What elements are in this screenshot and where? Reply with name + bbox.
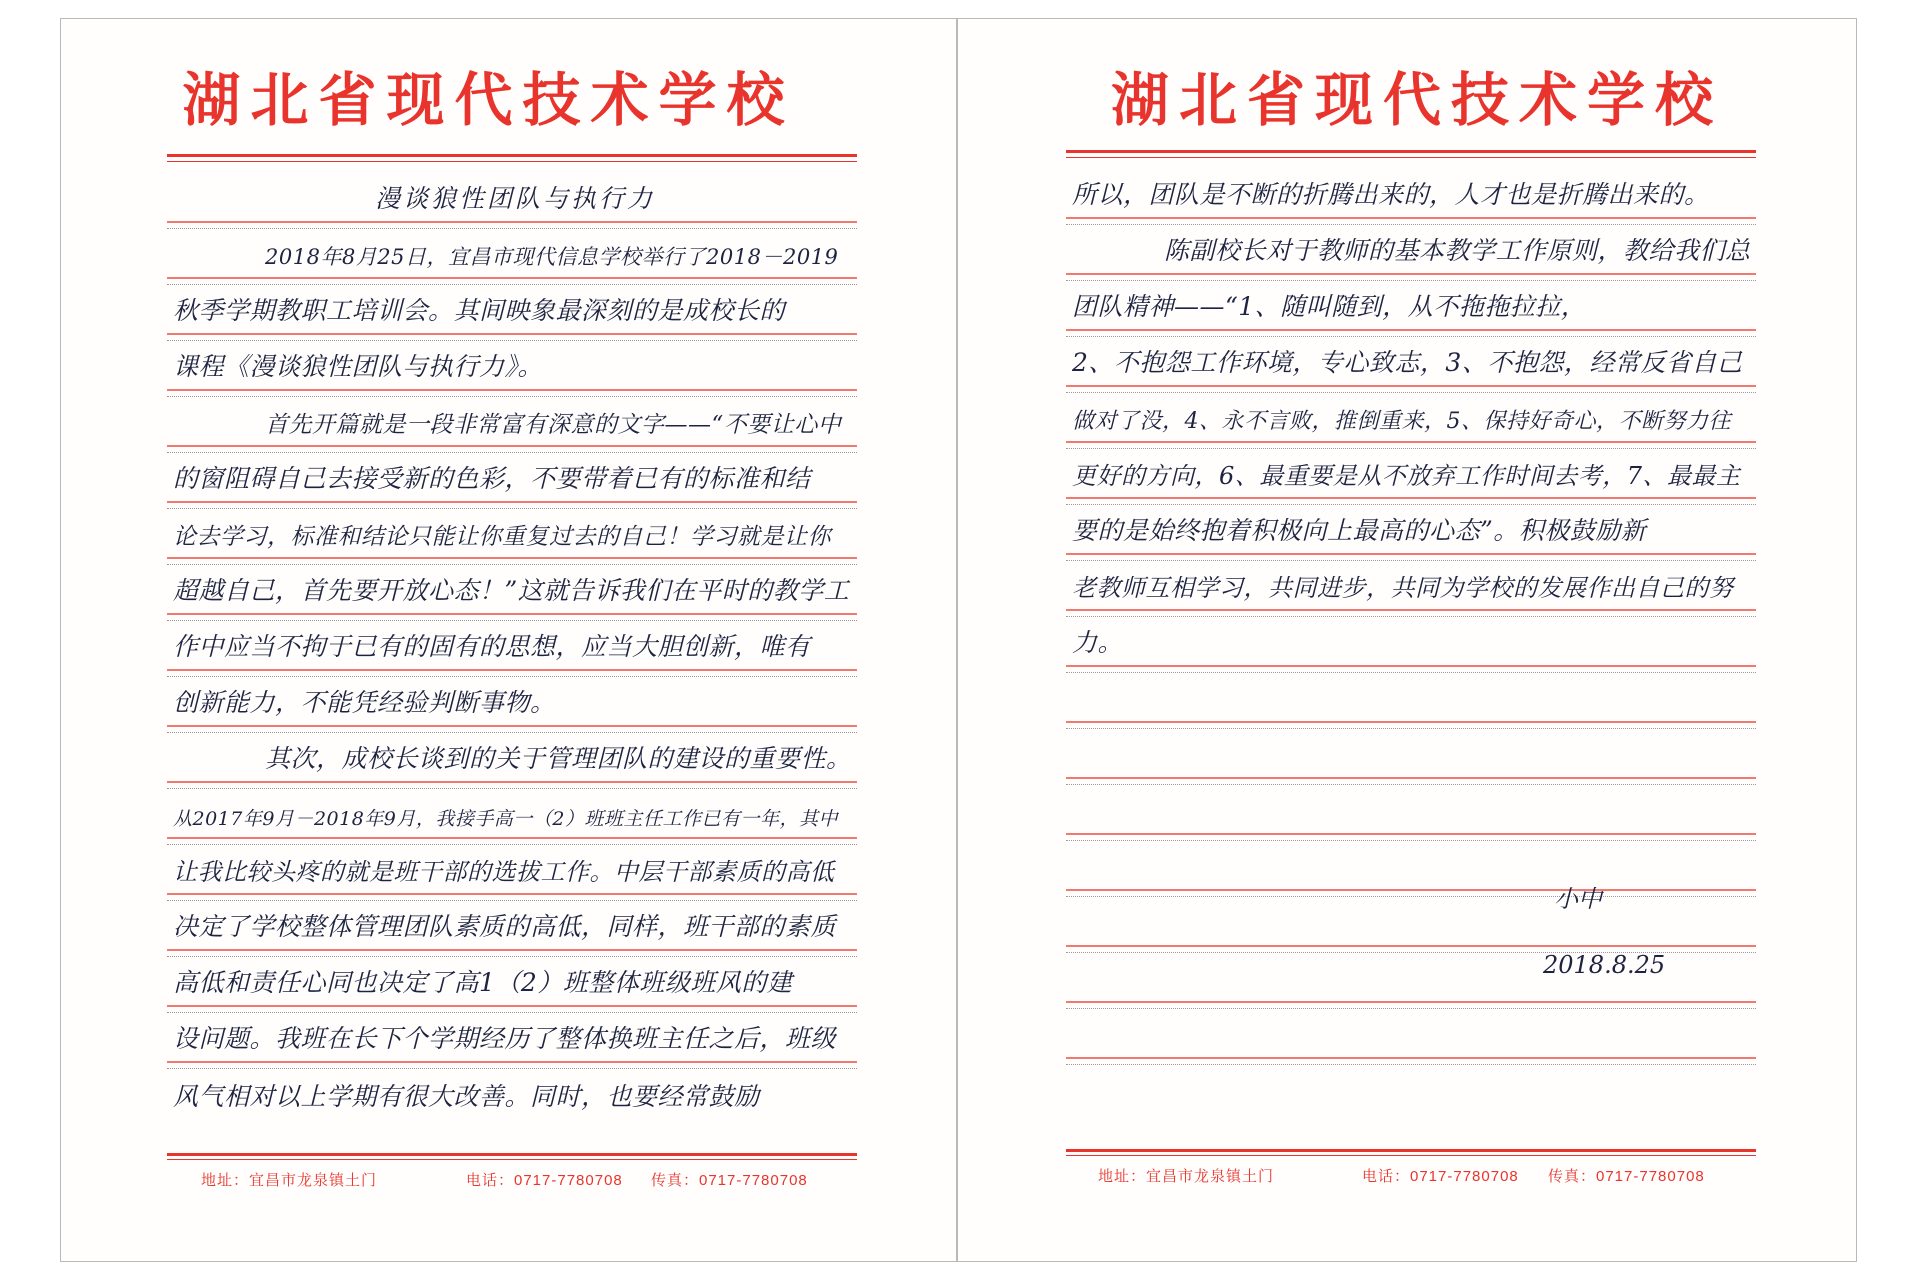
text-line: 风气相对以上学期有很大改善。同时，也要经常鼓励 — [173, 1082, 760, 1111]
text-line: 2、不抱怨工作环境，专心致志，3、不抱怨，经常反省自己 — [1072, 348, 1743, 377]
signature: 小中 — [1554, 885, 1602, 913]
header-rule-thin — [1066, 157, 1756, 158]
text-line: 的窗阻碍自己去接受新的色彩，不要带着已有的标准和结 — [173, 464, 811, 493]
text-line: 决定了学校整体管理团队素质的高低，同样，班干部的素质 — [173, 912, 837, 941]
footer-rule-thin — [1066, 1155, 1756, 1156]
school-letterhead-title: 湖北省现代技术学校 — [1110, 66, 1723, 134]
text-line: 2018年8月25日，宜昌市现代信息学校举行了2018－2019 — [265, 245, 839, 269]
text-line: 老教师互相学习，共同进步，共同为学校的发展作出自己的努 — [1072, 574, 1734, 602]
text-line: 设问题。我班在长下个学期经历了整体换班主任之后，班级 — [173, 1024, 837, 1053]
text-line: 让我比较头疼的就是班干部的选拔工作。中层干部素质的高低 — [173, 858, 835, 886]
school-letterhead-title: 湖北省现代技术学校 — [182, 66, 795, 134]
text-line: 高低和责任心同也决定了高1（2）班整体班级班风的建 — [173, 968, 793, 997]
footer-address: 地址：宜昌市龙泉镇土门 — [201, 1172, 378, 1189]
footer-fax: 传真：0717-7780708 — [651, 1172, 808, 1189]
footer-fax: 传真：0717-7780708 — [1548, 1168, 1705, 1185]
text-line: 秋季学期教职工培训会。其间映象最深刻的是成校长的 — [173, 296, 786, 325]
essay-title: 漫谈狼性团队与执行力 — [374, 184, 655, 213]
text-line: 首先开篇就是一段非常富有深意的文字——“不要让心中 — [265, 412, 842, 438]
text-line: 论去学习，标准和结论只能让你重复过去的自己！学习就是让你 — [173, 524, 831, 550]
footer-rule-thin — [167, 1159, 857, 1160]
footer-rule — [1066, 1149, 1756, 1152]
text-line: 从2017年9月－2018年9月，我接手高一（2）班班主任工作已有一年，其中 — [173, 808, 838, 830]
signature-date: 2018.8.25 — [1543, 951, 1666, 979]
text-line: 作中应当不拘于已有的固有的思想，应当大胆创新，唯有 — [173, 632, 811, 661]
footer-phone: 电话：0717-7780708 — [466, 1172, 623, 1189]
text-line: 更好的方向，6、最重要是从不放弃工作时间去考，7、最最主 — [1072, 462, 1741, 490]
header-rule — [1066, 150, 1756, 153]
header-rule — [167, 154, 857, 157]
letter-page-2 — [957, 18, 1857, 1262]
letter-page-1 — [60, 18, 957, 1262]
text-line: 团队精神——“1、随叫随到，从不拖拖拉拉， — [1072, 292, 1587, 321]
text-line: 力。 — [1072, 628, 1124, 657]
footer-rule — [167, 1153, 857, 1156]
text-line: 做对了没，4、永不言败，推倒重来，5、保持好奇心，不断努力往 — [1072, 409, 1731, 434]
text-line: 陈副校长对于教师的基本教学工作原则，教给我们总 — [1164, 236, 1751, 265]
text-line: 课程《漫谈狼性团队与执行力》。 — [173, 352, 544, 381]
text-line: 要的是始终抱着积极向上最高的心态”。积极鼓励新 — [1072, 516, 1647, 545]
text-line: 所以，团队是不断的折腾出来的，人才也是折腾出来的。 — [1072, 180, 1710, 209]
text-line: 超越自己，首先要开放心态！”这就告诉我们在平时的教学工 — [173, 576, 850, 605]
footer-address: 地址：宜昌市龙泉镇土门 — [1098, 1168, 1275, 1185]
text-line: 创新能力，不能凭经验判断事物。 — [173, 688, 556, 717]
text-line: 其次，成校长谈到的关于管理团队的建设的重要性。 — [265, 744, 852, 773]
header-rule-thin — [167, 161, 857, 162]
footer-phone: 电话：0717-7780708 — [1362, 1168, 1519, 1185]
